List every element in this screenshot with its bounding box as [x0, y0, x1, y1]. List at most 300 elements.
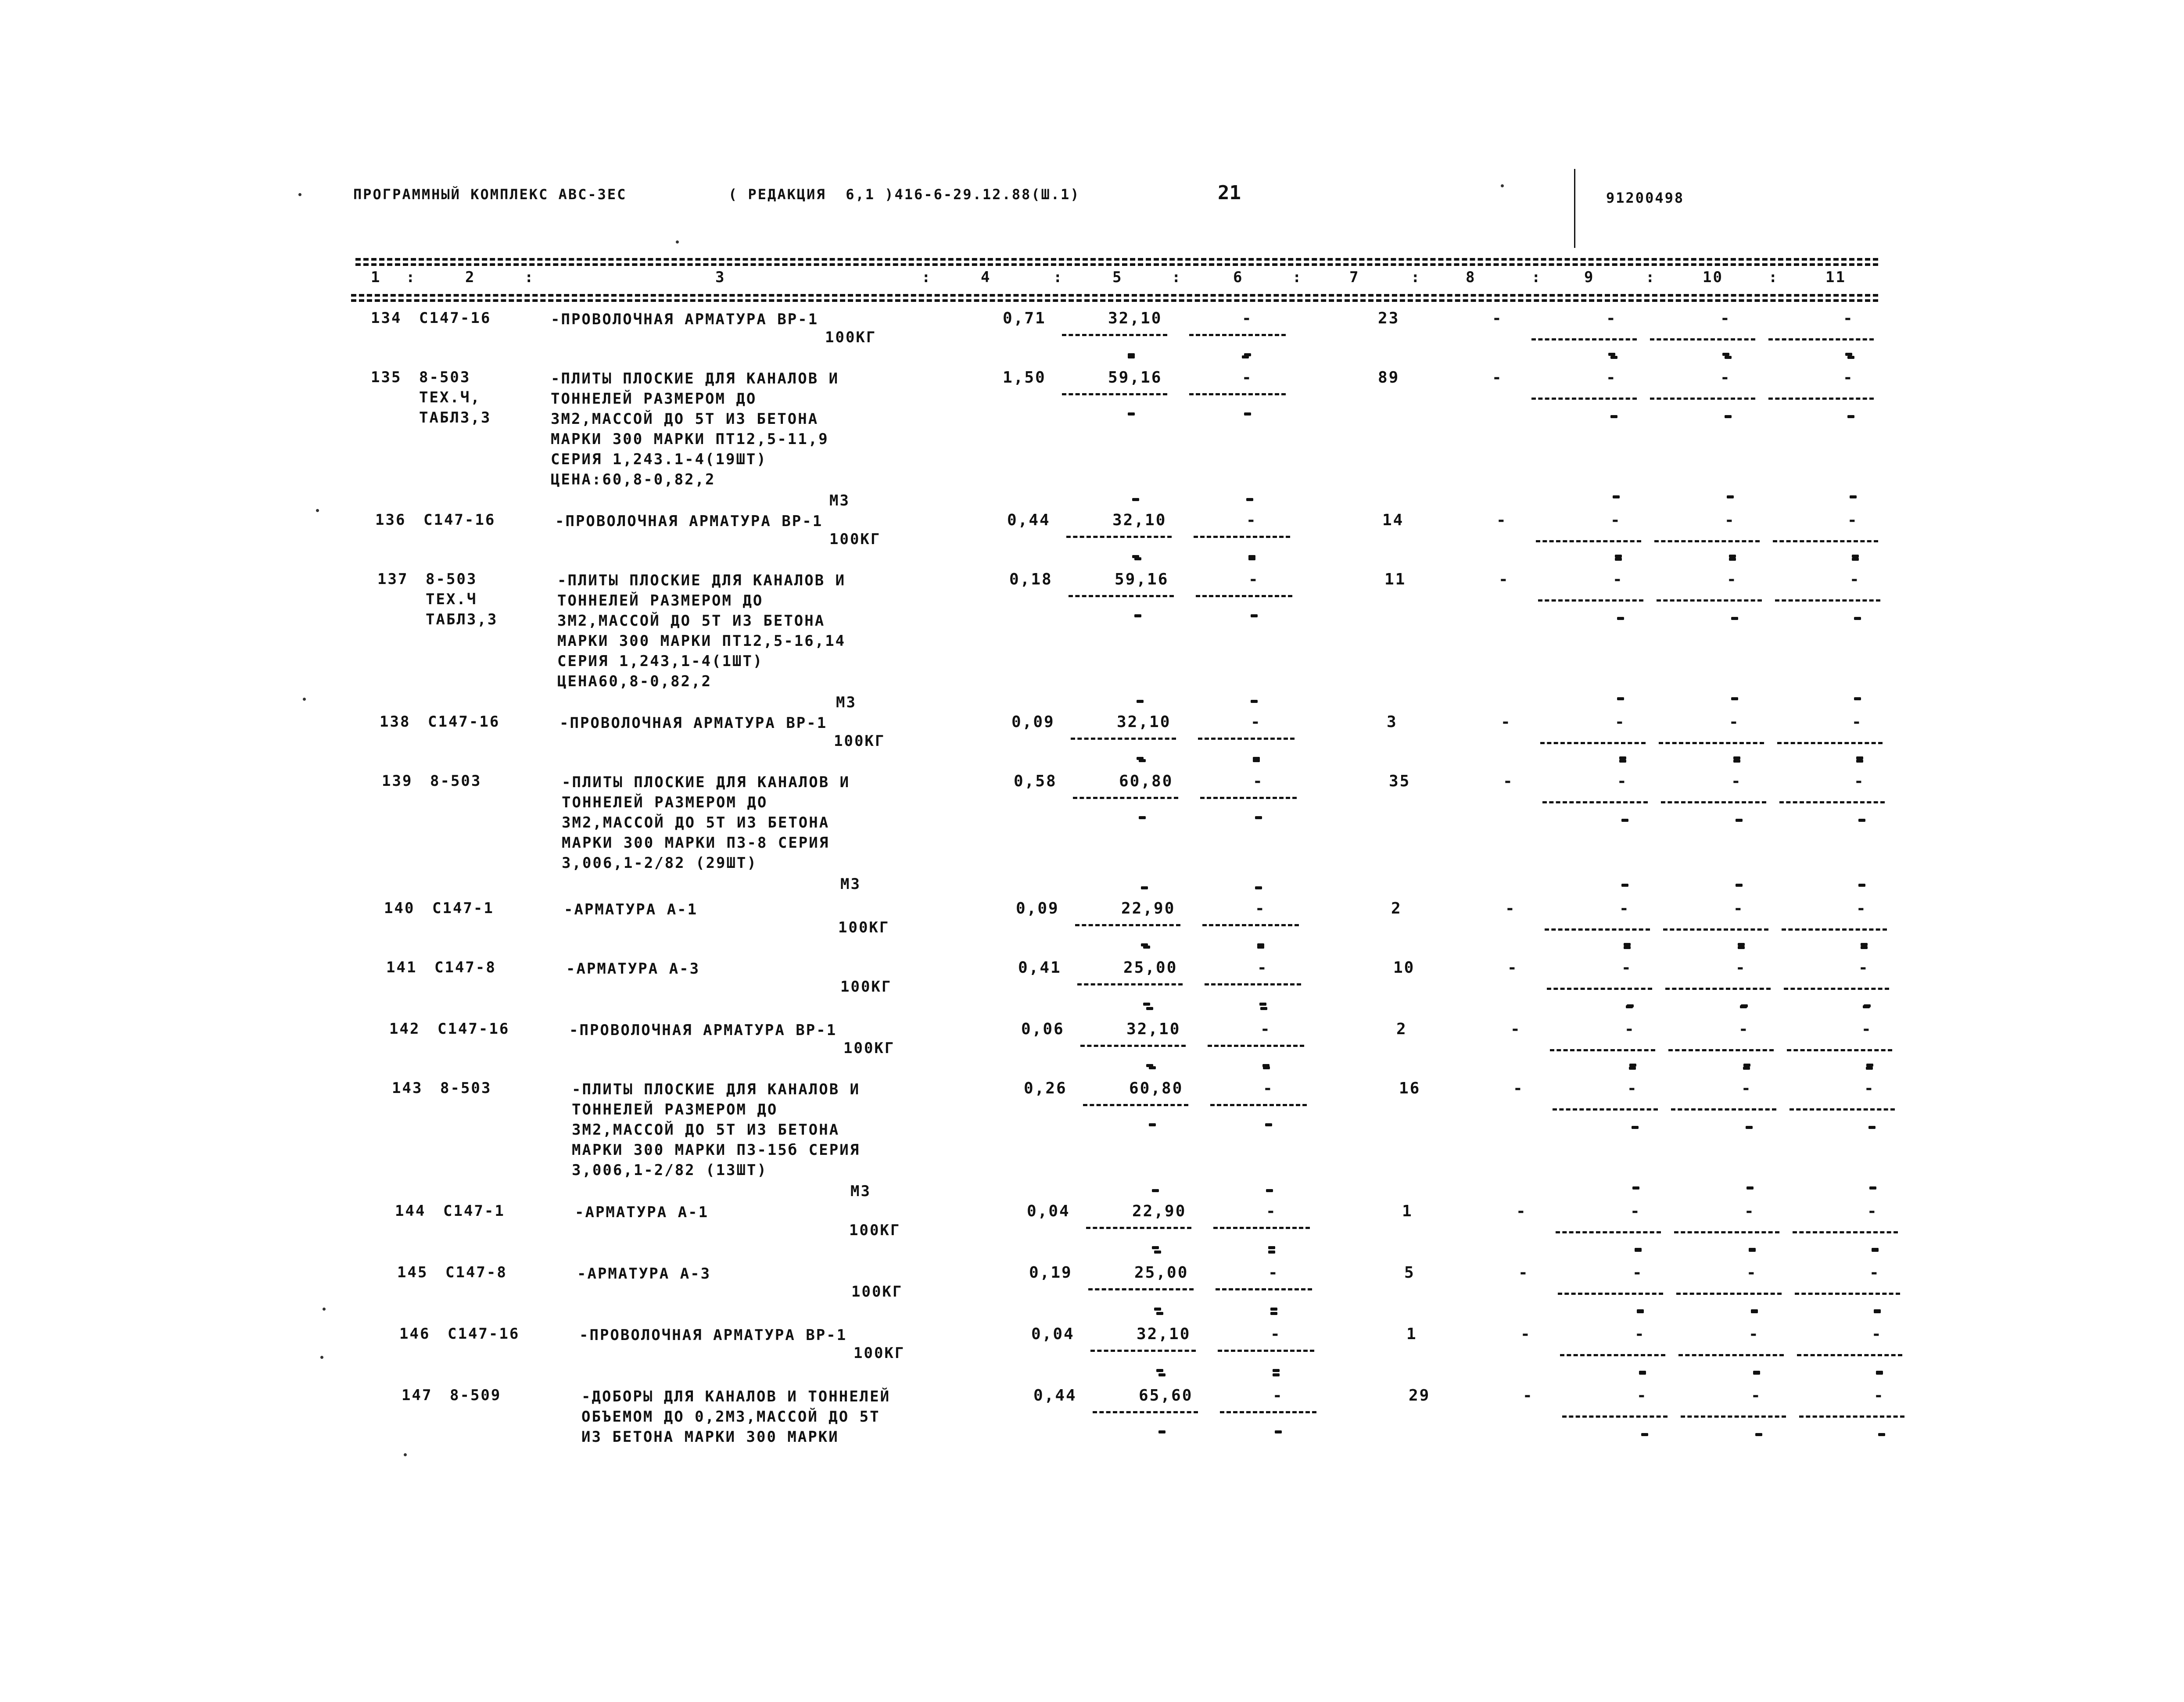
- col11-value: -: [1854, 772, 1865, 790]
- resource-code: 8-503: [440, 1079, 492, 1097]
- header-rule-bottom-2: [351, 299, 1878, 302]
- dash-mark: [1158, 1373, 1166, 1376]
- subtotal-rule: [1538, 599, 1643, 602]
- col8-value: -: [1513, 1079, 1524, 1097]
- unit-of-measure: 100КГ: [854, 1344, 905, 1362]
- dash-mark: [1270, 1312, 1277, 1315]
- col8-value: -: [1492, 369, 1503, 387]
- col5-value: 25,00: [1123, 959, 1178, 977]
- col6-value: -: [1246, 511, 1257, 529]
- subtotal-rule: [1062, 334, 1167, 336]
- col4-value: 0,06: [1021, 1020, 1065, 1038]
- subtotal-rule: [1531, 338, 1637, 340]
- dash-mark: [1858, 819, 1865, 822]
- col9-value: -: [1619, 899, 1630, 917]
- col8-value: -: [1492, 309, 1503, 327]
- col11-value: -: [1867, 1202, 1878, 1220]
- col10-value: -: [1746, 1264, 1757, 1282]
- col9-value: -: [1635, 1325, 1646, 1343]
- dash-mark: [1847, 415, 1854, 418]
- scan-speck: [316, 509, 319, 512]
- col5-value: 22,90: [1132, 1202, 1187, 1220]
- col5-value: 65,60: [1139, 1387, 1193, 1405]
- resource-code: С147-8: [445, 1264, 507, 1281]
- subtotal-rule: [1189, 334, 1286, 336]
- col-header-11: 11: [1825, 269, 1846, 286]
- col10-value: -: [1731, 772, 1742, 790]
- col7-value: 11: [1384, 570, 1406, 588]
- subtotal-rule: [1795, 1293, 1900, 1295]
- subtotal-rule: [1553, 1108, 1658, 1111]
- col7-value: 29: [1409, 1387, 1431, 1405]
- col-header-9: 9: [1584, 269, 1595, 286]
- subtotal-rule: [1208, 1045, 1304, 1047]
- dash-mark: [1268, 1251, 1275, 1254]
- dash-mark: [1731, 697, 1738, 700]
- dash-mark: [1257, 946, 1264, 949]
- subtotal-rule: [1678, 1354, 1784, 1356]
- unit-of-measure: М3: [829, 492, 850, 509]
- dash-mark: [1852, 558, 1859, 561]
- resource-code: 8-503: [426, 570, 477, 588]
- item-description: -ДОБОРЫ ДЛЯ КАНАЛОВ И ТОННЕЛЕЙ ОБЪЕМОМ ДО 0,2М3,МАССОЙ ДО 5Т ИЗ БЕТОНА МАРКИ 300 МАРКИ: [581, 1388, 891, 1446]
- subtotal-rule: [1218, 1350, 1314, 1352]
- col6-value: -: [1251, 713, 1262, 731]
- dash-mark: [1615, 555, 1622, 558]
- dash-mark: [1617, 617, 1624, 620]
- dash-mark: [1743, 1064, 1750, 1067]
- col5-value: 32,10: [1117, 713, 1171, 731]
- subtotal-rule: [1220, 1411, 1316, 1413]
- dash-mark: [1255, 886, 1262, 889]
- dash-mark: [1158, 1430, 1166, 1433]
- dash-mark: [1736, 819, 1743, 822]
- col10-value: -: [1720, 369, 1731, 387]
- col4-value: 0,71: [1003, 309, 1046, 327]
- subtotal-rule: [1547, 988, 1652, 990]
- dash-mark: [1722, 353, 1729, 356]
- col-header-sep: :: [1768, 269, 1779, 286]
- col-header-8: 8: [1466, 269, 1476, 286]
- subtotal-rule: [1086, 1227, 1191, 1229]
- col11-value: -: [1858, 959, 1869, 977]
- subtotal-rule: [1676, 1293, 1782, 1295]
- subtotal-rule: [1531, 398, 1637, 400]
- dash-mark: [1725, 415, 1732, 418]
- subtotal-rule: [1768, 398, 1874, 400]
- row-number: 137: [377, 570, 409, 588]
- dash-mark: [1861, 946, 1868, 949]
- col4-value: 0,19: [1029, 1264, 1072, 1282]
- item-description: -ПРОВОЛОЧНАЯ АРМАТУРА ВР-1: [555, 512, 823, 530]
- col4-value: 1,50: [1003, 369, 1046, 387]
- dash-mark: [1154, 1251, 1161, 1254]
- subtotal-rule: [1545, 928, 1650, 931]
- subtotal-rule: [1200, 797, 1297, 799]
- col9-value: -: [1625, 1020, 1635, 1038]
- subtotal-rule: [1075, 924, 1180, 926]
- subtotal-rule: [1650, 398, 1755, 400]
- subtotal-rule: [1775, 599, 1880, 602]
- dash-mark: [1637, 1309, 1644, 1312]
- col7-value: 2: [1396, 1020, 1407, 1038]
- dash-mark: [1617, 697, 1624, 700]
- dash-mark: [1149, 1123, 1156, 1126]
- dash-mark: [1741, 1004, 1748, 1007]
- dash-mark: [1736, 884, 1743, 887]
- dash-mark: [1627, 1004, 1634, 1007]
- dash-mark: [1613, 495, 1620, 498]
- col-header-sep: :: [1292, 269, 1303, 286]
- col9-value: -: [1606, 309, 1617, 327]
- subtotal-rule: [1210, 1104, 1307, 1106]
- row-number: 142: [389, 1020, 420, 1038]
- col10-value: -: [1751, 1387, 1762, 1405]
- col8-value: -: [1501, 713, 1512, 731]
- dash-mark: [1251, 614, 1258, 617]
- resource-code: 8-503: [430, 772, 482, 790]
- col5-value: 32,10: [1108, 309, 1162, 327]
- col9-value: -: [1632, 1264, 1643, 1282]
- col7-value: 1: [1402, 1202, 1413, 1220]
- dash-mark: [1872, 1248, 1879, 1251]
- col8-value: -: [1496, 511, 1507, 529]
- subtotal-rule: [1189, 393, 1286, 395]
- col4-value: 0,09: [1016, 899, 1059, 917]
- col4-value: 0,18: [1009, 570, 1053, 588]
- dash-mark: [1733, 756, 1740, 760]
- dash-mark: [1132, 498, 1139, 501]
- row-number: 139: [382, 772, 413, 790]
- dash-mark: [1727, 495, 1734, 498]
- scan-speck: [404, 1453, 407, 1456]
- subtotal-rule: [1536, 540, 1641, 542]
- item-description: -ПРОВОЛОЧНАЯ АРМАТУРА ВР-1: [551, 311, 819, 328]
- col11-value: -: [1856, 899, 1867, 917]
- col11-value: -: [1850, 570, 1861, 588]
- col6-value: -: [1242, 309, 1253, 327]
- col5-value: 59,16: [1115, 570, 1169, 588]
- resource-code-note: ТЕХ.Ч: [426, 591, 477, 608]
- dash-mark: [1246, 498, 1253, 501]
- dash-mark: [1632, 1186, 1639, 1190]
- subtotal-rule: [1654, 540, 1760, 542]
- dash-mark: [1260, 1007, 1267, 1010]
- dash-mark: [1854, 617, 1861, 620]
- dash-mark: [1731, 617, 1738, 620]
- dash-mark: [1270, 1308, 1277, 1311]
- col6-value: -: [1255, 899, 1266, 917]
- dash-mark: [1751, 1309, 1758, 1312]
- col9-value: -: [1637, 1387, 1648, 1405]
- dash-mark: [1273, 1369, 1280, 1372]
- dash-mark: [1242, 355, 1249, 358]
- dash-mark: [1255, 816, 1262, 819]
- dash-mark: [1861, 943, 1868, 946]
- dash-mark: [1273, 1373, 1280, 1376]
- col10-value: -: [1725, 511, 1736, 529]
- row-number: 144: [395, 1202, 426, 1220]
- col5-value: 25,00: [1134, 1264, 1189, 1282]
- dash-mark: [1156, 1369, 1163, 1372]
- col-header-3: 3: [715, 269, 726, 286]
- subtotal-rule: [1196, 595, 1292, 597]
- scan-speck: [320, 1356, 323, 1359]
- scan-speck: [298, 193, 301, 196]
- resource-code-note: ТЕХ.Ч,: [419, 389, 481, 406]
- subtotal-rule: [1213, 1227, 1310, 1229]
- dash-mark: [1154, 1308, 1161, 1311]
- col11-value: -: [1843, 309, 1854, 327]
- col9-value: -: [1606, 369, 1617, 387]
- dash-mark: [1608, 353, 1615, 356]
- dash-mark: [1244, 412, 1251, 416]
- item-description: -АРМАТУРА А-1: [564, 901, 698, 918]
- dash-mark: [1869, 1186, 1876, 1190]
- item-description: -АРМАТУРА А-1: [575, 1204, 709, 1221]
- unit-of-measure: 100КГ: [840, 978, 892, 996]
- subtotal-rule: [1062, 393, 1167, 395]
- dash-mark: [1868, 1126, 1876, 1129]
- dash-mark: [1139, 816, 1146, 819]
- dash-mark: [1743, 1067, 1750, 1070]
- subtotal-rule: [1093, 1411, 1198, 1413]
- dash-mark: [1251, 700, 1258, 703]
- scan-speck: [1501, 184, 1504, 187]
- subtotal-rule: [1562, 1415, 1668, 1418]
- col-header-sep: :: [1053, 269, 1064, 286]
- dash-mark: [1134, 557, 1141, 560]
- subtotal-rule: [1661, 801, 1766, 803]
- col6-value: -: [1257, 959, 1268, 977]
- col4-value: 0,41: [1018, 959, 1062, 977]
- item-description: -ПЛИТЫ ПЛОСКИЕ ДЛЯ КАНАЛОВ И ТОННЕЛЕЙ РАЗМЕРОМ ДО 3М2,МАССОЙ ДО 5Т ИЗ БЕТОНА МАРКИ 300 МАРКИ П3-8 СЕРИЯ 3,006,1-2/82 (29ШТ): [562, 774, 850, 872]
- col-header-7: 7: [1349, 269, 1360, 286]
- margin-rule: [1574, 169, 1575, 248]
- row-number: 147: [402, 1387, 433, 1404]
- dash-mark: [1845, 353, 1852, 356]
- page-number: 21: [1218, 182, 1241, 204]
- dash-mark: [1137, 700, 1144, 703]
- subtotal-rule: [1663, 928, 1768, 931]
- col-header-10: 10: [1703, 269, 1723, 286]
- subtotal-rule: [1657, 599, 1762, 602]
- dash-mark: [1733, 760, 1740, 763]
- resource-code: С147-16: [448, 1325, 520, 1343]
- subtotal-rule: [1556, 1231, 1661, 1233]
- subtotal-rule: [1066, 536, 1172, 538]
- dash-mark: [1852, 555, 1859, 558]
- col6-value: -: [1253, 772, 1264, 790]
- subtotal-rule: [1550, 1049, 1655, 1051]
- dash-mark: [1265, 1123, 1272, 1126]
- dash-mark: [1850, 495, 1857, 498]
- col7-value: 10: [1393, 959, 1415, 977]
- dash-mark: [1629, 1064, 1636, 1067]
- dash-mark: [1749, 1248, 1756, 1251]
- subtotal-rule: [1073, 797, 1178, 799]
- col4-value: 0,04: [1027, 1202, 1070, 1220]
- col11-value: -: [1864, 1079, 1875, 1097]
- dash-mark: [1639, 1371, 1646, 1374]
- col10-value: -: [1739, 1020, 1750, 1038]
- subtotal-rule: [1799, 1415, 1904, 1418]
- col5-value: 60,80: [1129, 1079, 1183, 1097]
- dash-mark: [1263, 1066, 1270, 1069]
- subtotal-rule: [1540, 742, 1646, 744]
- subtotal-rule: [1542, 801, 1648, 803]
- subtotal-rule: [1782, 928, 1887, 931]
- resource-code: 8-503: [419, 369, 471, 386]
- item-description: -АРМАТУРА А-3: [566, 960, 700, 978]
- dash-mark: [1746, 1126, 1753, 1129]
- dash-mark: [1876, 1371, 1883, 1374]
- dash-mark: [1856, 756, 1863, 760]
- row-number: 134: [371, 309, 402, 327]
- col6-value: -: [1248, 570, 1259, 588]
- unit-of-measure: М3: [850, 1182, 871, 1200]
- col8-value: -: [1510, 1020, 1521, 1038]
- document-code: 91200498: [1606, 190, 1685, 206]
- dash-mark: [1738, 946, 1745, 949]
- col11-value: -: [1872, 1325, 1883, 1343]
- dash-mark: [1858, 884, 1865, 887]
- col-header-6: 6: [1233, 269, 1244, 286]
- resource-code-table: ТАБЛ3,3: [419, 409, 491, 426]
- dash-mark: [1156, 1312, 1163, 1315]
- dash-mark: [1275, 1430, 1282, 1433]
- col-header-sep: :: [1646, 269, 1656, 286]
- col11-value: -: [1874, 1387, 1885, 1405]
- dash-mark: [1610, 356, 1617, 359]
- col7-value: 16: [1399, 1079, 1421, 1097]
- col10-value: -: [1736, 959, 1746, 977]
- dash-mark: [1753, 1371, 1760, 1374]
- col10-value: -: [1749, 1325, 1760, 1343]
- scan-speck: [323, 1308, 326, 1311]
- dash-mark: [1146, 1007, 1153, 1010]
- col-header-sep: :: [1172, 269, 1182, 286]
- item-description: -ПЛИТЫ ПЛОСКИЕ ДЛЯ КАНАЛОВ И ТОННЕЛЕЙ РАЗМЕРОМ ДО 3М2,МАССОЙ ДО 5Т ИЗ БЕТОНА МАРКИ 300 МАРКИ ПТ12,5-16,14 СЕРИЯ 1,243,1-4(1ШТ) ЦЕНА60,8-0,82,2: [557, 572, 846, 690]
- col5-value: 32,10: [1137, 1325, 1191, 1343]
- subtotal-rule: [1077, 983, 1183, 985]
- subtotal-rule: [1671, 1108, 1776, 1111]
- dash-mark: [1866, 1067, 1873, 1070]
- header-rule-top: [355, 258, 1878, 261]
- col8-value: -: [1503, 772, 1514, 790]
- dash-mark: [1610, 415, 1617, 418]
- unit-of-measure: М3: [836, 694, 857, 711]
- col7-value: 2: [1391, 899, 1402, 917]
- col7-value: 5: [1404, 1264, 1415, 1282]
- unit-of-measure: 100КГ: [843, 1039, 895, 1057]
- unit-of-measure: 100КГ: [834, 732, 886, 750]
- item-description: -ПЛИТЫ ПЛОСКИЕ ДЛЯ КАНАЛОВ И ТОННЕЛЕЙ РАЗМЕРОМ ДО 3М2,МАССОЙ ДО 5Т ИЗ БЕТОНА МАРКИ 300 МАРКИ П3-15б СЕРИЯ 3,006,1-2/82 (13ШТ): [572, 1081, 861, 1179]
- row-number: 135: [371, 369, 402, 386]
- dash-mark: [1253, 759, 1260, 762]
- subtotal-rule: [1784, 988, 1889, 990]
- subtotal-rule: [1674, 1231, 1779, 1233]
- col7-value: 14: [1382, 511, 1404, 529]
- col9-value: -: [1630, 1202, 1641, 1220]
- dash-mark: [1143, 1003, 1150, 1006]
- col-header-sep: :: [406, 269, 416, 286]
- header-rule-bottom: [351, 294, 1878, 297]
- col8-value: -: [1507, 959, 1518, 977]
- dash-mark: [1266, 1189, 1273, 1192]
- resource-code: С147-16: [423, 511, 496, 529]
- dash-mark: [1128, 412, 1135, 416]
- col7-value: 89: [1378, 369, 1400, 387]
- col10-value: -: [1720, 309, 1731, 327]
- subtotal-rule: [1777, 742, 1883, 744]
- subtotal-rule: [1205, 983, 1301, 985]
- subtotal-rule: [1779, 801, 1885, 803]
- dash-mark: [1619, 756, 1626, 760]
- dash-mark: [1624, 943, 1631, 946]
- resource-code: С147-1: [432, 899, 494, 917]
- dash-mark: [1619, 760, 1626, 763]
- col10-value: -: [1727, 570, 1738, 588]
- col-header-5: 5: [1112, 269, 1123, 286]
- dash-mark: [1874, 1309, 1881, 1312]
- col8-value: -: [1505, 899, 1516, 917]
- dash-mark: [1856, 760, 1863, 763]
- program-title: ПРОГРАММНЫЙ КОМПЛЕКС АВС-ЗЕС: [353, 186, 627, 203]
- col9-value: -: [1615, 713, 1626, 731]
- item-description: -АРМАТУРА А-3: [577, 1265, 711, 1283]
- row-number: 145: [397, 1264, 428, 1281]
- col-header-sep: :: [524, 269, 535, 286]
- subtotal-rule: [1790, 1108, 1895, 1111]
- row-number: 136: [375, 511, 406, 529]
- col11-value: -: [1843, 369, 1854, 387]
- col4-value: 0,09: [1011, 713, 1055, 731]
- subtotal-rule: [1681, 1415, 1786, 1418]
- col4-value: 0,26: [1024, 1079, 1067, 1097]
- subtotal-rule: [1083, 1104, 1188, 1106]
- col5-value: 59,16: [1108, 369, 1162, 387]
- subtotal-rule: [1787, 1049, 1892, 1051]
- subtotal-rule: [1088, 1288, 1194, 1290]
- dash-mark: [1729, 555, 1736, 558]
- subtotal-rule: [1216, 1288, 1312, 1290]
- dash-mark: [1134, 614, 1141, 617]
- dash-mark: [1259, 1003, 1266, 1006]
- unit-of-measure: 100КГ: [838, 919, 890, 936]
- dash-mark: [1139, 759, 1146, 762]
- col4-value: 0,44: [1033, 1387, 1077, 1405]
- col8-value: -: [1518, 1264, 1529, 1282]
- col-header-sep: :: [1531, 269, 1542, 286]
- dash-mark: [1629, 1067, 1636, 1070]
- dash-mark: [1621, 819, 1628, 822]
- subtotal-rule: [1080, 1045, 1186, 1047]
- col7-value: 3: [1387, 713, 1398, 731]
- col10-value: -: [1729, 713, 1740, 731]
- dash-mark: [1152, 1246, 1159, 1249]
- dash-mark: [1632, 1126, 1639, 1129]
- row-number: 138: [380, 713, 411, 731]
- subtotal-rule: [1659, 742, 1764, 744]
- subtotal-rule: [1793, 1231, 1898, 1233]
- subtotal-rule: [1202, 924, 1299, 926]
- col6-value: -: [1260, 1020, 1271, 1038]
- subtotal-rule: [1665, 988, 1771, 990]
- subtotal-rule: [1090, 1350, 1196, 1352]
- subtotal-rule: [1194, 536, 1290, 538]
- dash-mark: [1152, 1189, 1159, 1192]
